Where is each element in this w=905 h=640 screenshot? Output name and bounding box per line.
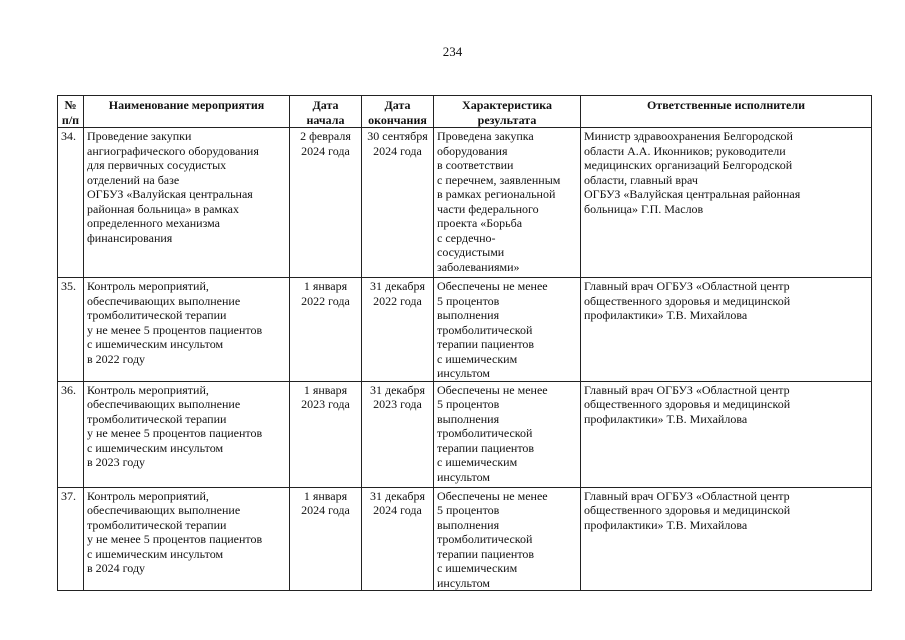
activity-name: Контроль мероприятий, обеспечивающих выполнение тромболитической терапии у не менее 5 процентов пациентов с ишемическим инсультом в 2022 году (84, 278, 290, 382)
header-responsible: Ответственные исполнители (581, 96, 872, 128)
start-date: 1 января 2023 года (290, 381, 362, 487)
table-row (58, 381, 872, 487)
end-date: 31 декабря 2023 года (362, 381, 434, 487)
header-num: № п/п (58, 96, 84, 128)
header-end-date: Дата окончания (362, 96, 434, 128)
activity-name: Контроль мероприятий, обеспечивающих выполнение тромболитической терапии у не менее 5 процентов пациентов с ишемическим инсультом в 2024 году (84, 487, 290, 591)
table-header-row (58, 96, 872, 128)
activity-name: Контроль мероприятий, обеспечивающих выполнение тромболитической терапии у не менее 5 процентов пациентов с ишемическим инсультом в 2023 году (84, 381, 290, 487)
row-number: 34. (58, 128, 84, 278)
activity-name: Проведение закупки ангиографического оборудования для первичных сосудистых отделений на базе ОГБУЗ «Валуйская центральная районная больница» в рамках определенного механизма финансирования (84, 128, 290, 278)
responsible-persons: Главный врач ОГБУЗ «Областной центр общественного здоровья и медицинской профилактики» Т.В. Михайлова (581, 487, 872, 591)
row-number: 35. (58, 278, 84, 382)
table-row (58, 128, 872, 278)
row-number: 36. (58, 381, 84, 487)
table-row (58, 278, 872, 382)
header-name: Наименование мероприятия (84, 96, 290, 128)
header-start-date: Дата начала (290, 96, 362, 128)
start-date: 1 января 2022 года (290, 278, 362, 382)
result-description: Обеспечены не менее 5 процентов выполнения тромболитической терапии пациентов с ишемическим инсультом (434, 381, 581, 487)
activities-table (57, 95, 872, 591)
page-number: 234 (442, 44, 463, 59)
responsible-persons: Главный врач ОГБУЗ «Областной центр общественного здоровья и медицинской профилактики» Т.В. Михайлова (581, 278, 872, 382)
start-date: 1 января 2024 года (290, 487, 362, 591)
end-date: 31 декабря 2022 года (362, 278, 434, 382)
start-date: 2 февраля 2024 года (290, 128, 362, 278)
result-description: Обеспечены не менее 5 процентов выполнения тромболитической терапии пациентов с ишемическим инсультом (434, 278, 581, 382)
end-date: 31 декабря 2024 года (362, 487, 434, 591)
table-row (58, 487, 872, 591)
result-description: Обеспечены не менее 5 процентов выполнения тромболитической терапии пациентов с ишемическим инсультом (434, 487, 581, 591)
row-number: 37. (58, 487, 84, 591)
responsible-persons: Главный врач ОГБУЗ «Областной центр общественного здоровья и медицинской профилактики» Т.В. Михайлова (581, 381, 872, 487)
responsible-persons: Министр здравоохранения Белгородской области А.А. Иконников; руководители медицинских организаций Белгородской области, главный врач ОГБУЗ «Валуйская центральная районная больница» Г.П. Маслов (581, 128, 872, 278)
result-description: Проведена закупка оборудования в соответствии с перечнем, заявленным в рамках региональной части федерального проекта «Борьба с сердечно- сосудистыми заболеваниями» (434, 128, 581, 278)
end-date: 30 сентября 2024 года (362, 128, 434, 278)
header-result: Характеристика результата (434, 96, 581, 128)
